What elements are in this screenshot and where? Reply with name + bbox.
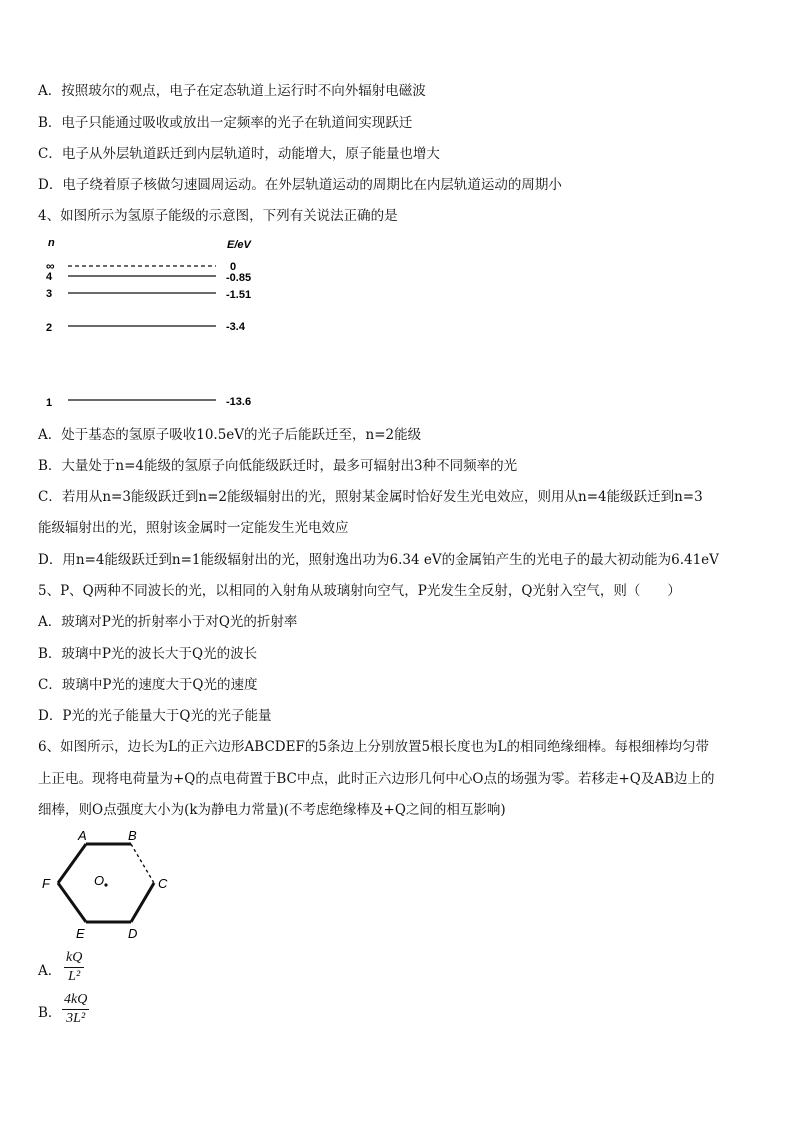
q4-option-c-line2: 能级辐射出的光，照射该金属时一定能发生光电效应 bbox=[38, 520, 349, 536]
center-label-o: O bbox=[94, 873, 105, 888]
q5-option-d: D．P光的光子能量大于Q光的光子能量 bbox=[38, 708, 272, 724]
q6-option-a-fraction bbox=[64, 950, 84, 985]
vertex-label-b: B bbox=[128, 828, 137, 843]
hexagon-edge-ef bbox=[58, 883, 86, 922]
q4-option-d: D．用n=4能级跃迁到n=1能级辐射出的光，照射逸出功为6.34 eV的金属铂产生的光电子的最大初动能为6.41eV bbox=[38, 552, 719, 568]
fraction-bar bbox=[64, 967, 84, 968]
q4-option-c-line1: C．若用从n=3能级跃迁到n=2能级辐射出的光，照射某金属时恰好发生光电效应，则用从n=4能级跃迁到n=3 bbox=[38, 489, 703, 505]
level-n-2: 2 bbox=[46, 322, 53, 334]
energy-axis-header: E/eV bbox=[227, 239, 251, 251]
level-e-infinity: 0 bbox=[230, 261, 237, 273]
q5-stem: 5、P、Q两种不同波长的光，以相同的入射角从玻璃射向空气，P光发生全反射，Q光射入空气，则（ ） bbox=[38, 583, 681, 599]
q6-stem-line2: 上正电。现将电荷量为+Q的点电荷置于BC中点，此时正六边形几何中心O点的场强为零。若移走+Q及AB边上的 bbox=[38, 771, 715, 787]
vertex-label-a: A bbox=[78, 828, 87, 843]
level-n-infinity: ∞ bbox=[46, 259, 55, 273]
level-n-4: 4 bbox=[46, 271, 53, 283]
q6-stem-line1: 6、如图所示，边长为L的正六边形ABCDEF的5条边上分别放置5根长度也为L的相同绝缘细棒。每根细棒均匀带 bbox=[38, 739, 709, 755]
vertex-label-e: E bbox=[76, 926, 85, 941]
level-e-3: -1.51 bbox=[226, 289, 252, 301]
q3-option-d: D．电子绕着原子核做匀速圆周运动。在外层轨道运动的周期比在内层轨道运动的周期小 bbox=[38, 177, 562, 193]
q3-option-c: C．电子从外层轨道跃迁到内层轨道时，动能增大，原子能量也增大 bbox=[38, 146, 440, 162]
fraction-bar bbox=[62, 1009, 89, 1010]
hexagon-diagram bbox=[36, 826, 186, 944]
vertex-label-c: C bbox=[158, 876, 168, 891]
hexagon-edge-cd bbox=[131, 883, 154, 922]
level-n-1: 1 bbox=[46, 397, 53, 409]
q3-option-b: B．电子只能通过吸收或放出一定频率的光子在轨道间实现跃迁 bbox=[38, 115, 413, 131]
q4-stem: 4、如图所示为氢原子能级的示意图，下列有关说法正确的是 bbox=[38, 208, 398, 224]
level-e-1: -13.6 bbox=[226, 396, 252, 408]
vertex-label-f: F bbox=[42, 876, 50, 891]
q4-option-a: A．处于基态的氢原子吸收10.5eV的光子后能跃迁至，n=2能级 bbox=[38, 427, 422, 443]
q6-option-b-numerator: 4kQ bbox=[64, 992, 88, 1007]
q5-option-c: C．玻璃中P光的速度大于Q光的速度 bbox=[38, 677, 258, 693]
q6-stem-line3: 细棒，则O点强度大小为(k为静电力常量)(不考虑绝缘棒及+Q之间的相互影响) bbox=[38, 802, 506, 818]
energy-level-diagram bbox=[40, 232, 280, 414]
q6-option-a-denominator: L² bbox=[68, 969, 81, 984]
q4-option-b: B．大量处于n=4能级的氢原子向低能级跃迁时，最多可辐射出3种不同频率的光 bbox=[38, 458, 518, 474]
q6-option-b-fraction bbox=[62, 992, 89, 1027]
q6-option-a-label: A． bbox=[38, 963, 62, 979]
hexagon-edge-fa bbox=[58, 844, 86, 883]
q3-option-a: A．按照玻尔的观点，电子在定态轨道上运行时不向外辐射电磁波 bbox=[38, 83, 426, 99]
level-e-2: -3.4 bbox=[226, 321, 245, 333]
q6-option-a-numerator: kQ bbox=[66, 950, 83, 965]
center-point bbox=[104, 883, 107, 886]
q6-option-b-label: B． bbox=[38, 1005, 62, 1021]
hexagon-edge-bc bbox=[131, 844, 154, 883]
level-n-3: 3 bbox=[46, 288, 53, 300]
n-axis-header: n bbox=[48, 237, 55, 249]
q5-option-b: B．玻璃中P光的波长大于Q光的波长 bbox=[38, 646, 258, 662]
q6-option-b-denominator: 3L² bbox=[66, 1011, 86, 1026]
q5-option-a: A．玻璃对P光的折射率小于对Q光的折射率 bbox=[38, 614, 298, 630]
vertex-label-d: D bbox=[128, 926, 138, 941]
level-e-4: -0.85 bbox=[226, 272, 252, 284]
